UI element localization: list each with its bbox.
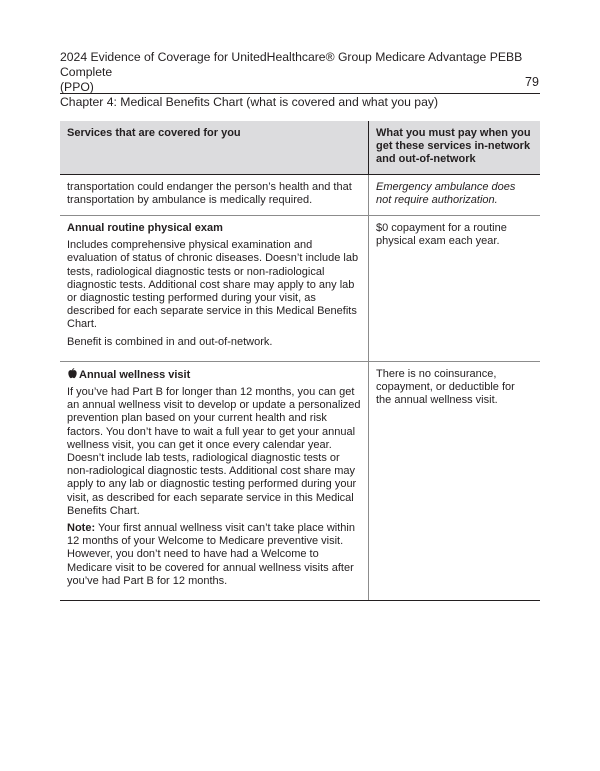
apple-icon: [67, 368, 78, 379]
table-row: [60, 174, 540, 215]
col-header-services: Services that are covered for you: [60, 121, 369, 174]
row-ambulance-services: transportation could endanger the person’s health and that transportation by ambulance is medically required.: [60, 174, 369, 215]
table-row: [60, 216, 540, 362]
wellness-visit-title: Annual wellness visit: [79, 368, 191, 381]
table-row: [60, 361, 540, 600]
physical-exam-title: Annual routine physical exam: [67, 222, 223, 235]
chapter-title: Chapter 4: Medical Benefits Chart (what is covered and what you pay): [60, 95, 439, 109]
wellness-visit-note: [67, 522, 361, 588]
document-header: [60, 50, 540, 110]
row-wellness-visit-services: [60, 361, 369, 600]
physical-exam-benefit-note: Benefit is combined in and out-of-network.: [67, 335, 273, 348]
physical-exam-description: Includes comprehensive physical examination and evaluation of status of chronic diseases. Doesn’t include lab tests, radiological diagnostic tests or non-radiological diagnostic tests. Additional cost share may apply to any lab or diagnostic testing performed during your visit, as described for each separate service in this Medical Benefits Chart.: [67, 239, 359, 331]
header-title: 2024 Evidence of Coverage for UnitedHealthcare® Group Medicare Advantage PEBB Complete: [60, 50, 523, 79]
row-physical-exam-pay: $0 copayment for a routine physical exam each year.: [369, 216, 541, 362]
page-number: 79: [525, 75, 539, 89]
header-title-cont: (PPO): [60, 80, 94, 94]
col-header-pay: What you must pay when you get these services in-network and out-of-network: [369, 121, 541, 174]
wellness-visit-description: If you’ve had Part B for longer than 12 months, you can get an annual wellness visit to develop or update a personalized prevention plan based on your current health and risk factors. You don’t have to wait a full year to get your annual wellness visit, you can get it once every calendar year. Doesn’t include lab tests, radiological diagnostic tests or non-radiological diagnostic tests. Additional cost share may apply to any lab or diagnostic testing performed during your visit, as described for each separate service in this Medical Benefits Chart.: [67, 386, 361, 517]
row-physical-exam-services: [60, 216, 369, 362]
table-header-row: [60, 121, 540, 174]
benefits-table: [60, 121, 540, 601]
note-text: Your first annual wellness visit can’t take place within 12 months of your Welcome to Medicare preventive visit. However, you don’t need to have had a Welcome to Medicare visit to be covered for annual wellness visits after you’ve had Part B for 12 months.: [67, 522, 355, 587]
row-wellness-visit-pay: There is no coinsurance, copayment, or deductible for the annual wellness visit.: [369, 361, 541, 600]
wellness-visit-title-wrap: [67, 368, 361, 382]
header-rule: [60, 93, 540, 94]
row-ambulance-pay: Emergency ambulance does not require authorization.: [369, 174, 541, 215]
note-label: Note:: [67, 522, 96, 535]
